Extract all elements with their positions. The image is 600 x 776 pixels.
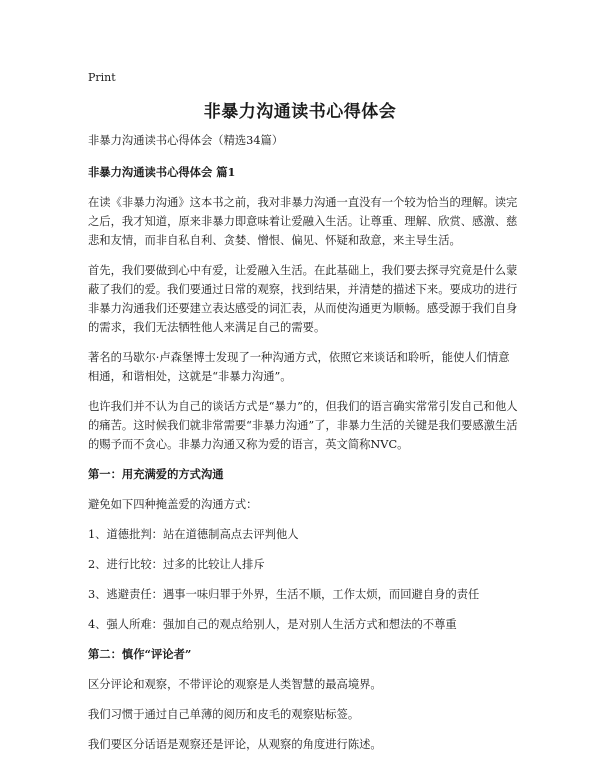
paragraph: 在读《非暴力沟通》这本书之前，我对非暴力沟通一直没有一个较为恰当的理解。读完之后，我才知道，原来非暴力即意味着让爱融入生活。让尊重、理解、欣赏、感激、慈悲和友情，而非自私自利、贪婪、憎恨、偏见、怀疑和敌意，来主导生活。 bbox=[88, 196, 518, 247]
list-item: 1、道德批判：站在道德制高点去评判他人 bbox=[88, 528, 299, 541]
section-heading-2: 第二：慎作“评论者” bbox=[88, 647, 192, 661]
section-intro: 避免如下四种掩盖爱的沟通方式： bbox=[88, 498, 258, 511]
paragraph: 著名的马歇尔·卢森堡博士发现了一种沟通方式，依照它来谈话和聆听，能使人们情意相通，和谐相处，这就是“非暴力沟通”。 bbox=[88, 351, 510, 383]
section-line: 区分评论和观察，不带评论的观察是人类智慧的最高境界。 bbox=[88, 678, 382, 691]
paragraph: 也许我们并不认为自己的谈话方式是“暴力”的，但我们的语言确实常常引发自己和他人的痛苦。这时候我们就非常需要“非暴力沟通”了，非暴力生活的关键是我们要感激生活的赐予而不贪心。非暴力沟通又称为爱的语言，英文简称NVC。 bbox=[88, 400, 518, 451]
paragraph: 首先，我们要做到心中有爱，让爱融入生活。在此基础上，我们要去探寻究竟是什么蒙蔽了我们的爱。我们要通过日常的观察，找到结果，并清楚的描述下来。要成功的进行非暴力沟通我们还要建立表达感受的词汇表，从而使沟通更为顺畅。感受源于我们自身的需求，我们无法牺牲他人来满足自己的需要。 bbox=[88, 264, 518, 334]
section-heading-1: 第一：用充满爱的方式沟通 bbox=[88, 467, 224, 481]
document-body bbox=[88, 131, 518, 765]
section-line: 我们习惯于通过自己单薄的阅历和皮毛的观察贴标签。 bbox=[88, 708, 360, 721]
list-item: 2、进行比较：过多的比较让人排斥 bbox=[88, 558, 265, 571]
list-item: 3、逃避责任：遇事一味归罪于外界，生活不顺，工作太烦，而回避自身的责任 bbox=[88, 588, 480, 601]
section-line: 我们要区分话语是观察还是评论，从观察的角度进行陈述。 bbox=[88, 738, 382, 751]
list-item: 4、强人所难：强加自己的观点给别人，是对别人生活方式和想法的不尊重 bbox=[88, 618, 457, 631]
part-heading: 非暴力沟通读书心得体会 篇1 bbox=[88, 165, 236, 179]
document-title: 非暴力沟通读书心得体会 bbox=[203, 102, 397, 122]
document-subtitle: 非暴力沟通读书心得体会（精选34篇） bbox=[88, 134, 284, 147]
print-link[interactable]: Print bbox=[88, 71, 116, 84]
